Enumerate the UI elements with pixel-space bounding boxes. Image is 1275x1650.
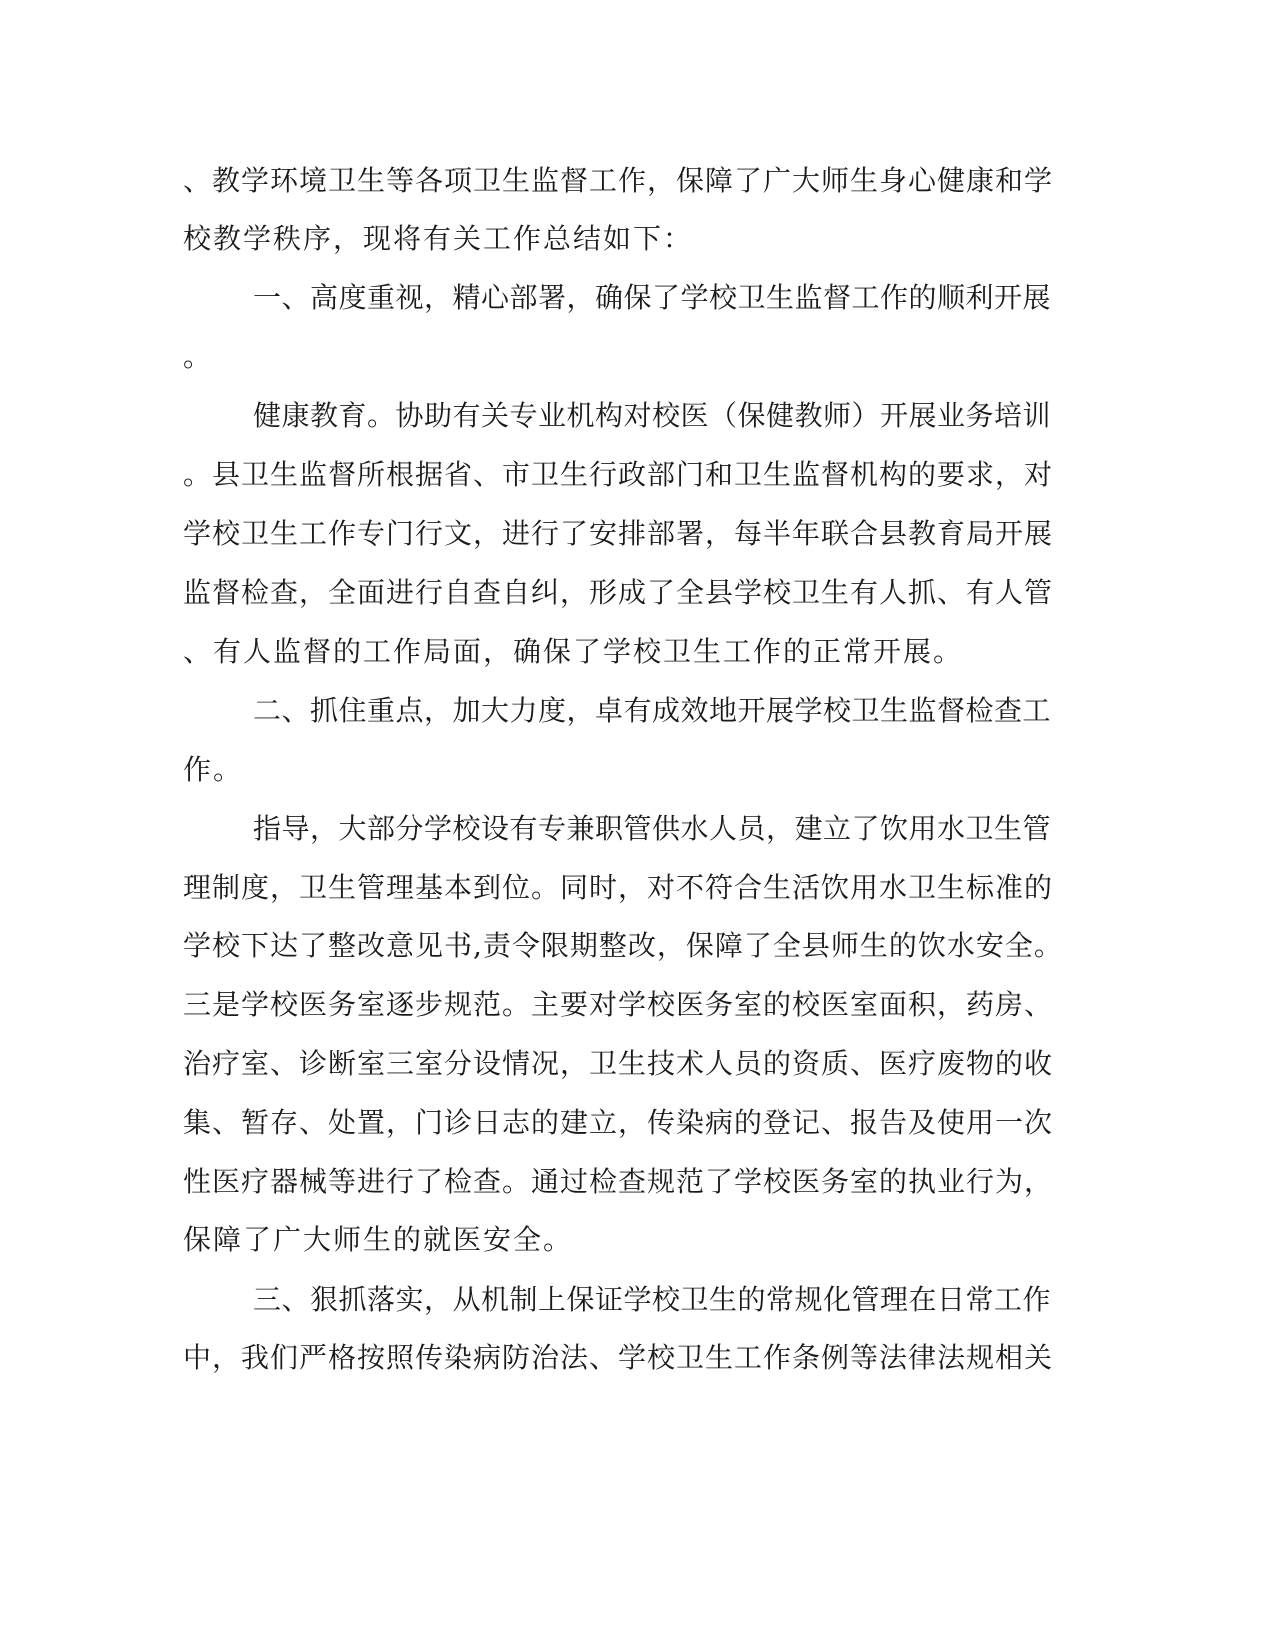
- text-line: 健康教育。协助有关专业机构对校医（保健教师）开展业务培训: [253, 399, 1052, 432]
- section-heading: 一、高度重视，精心部署，确保了学校卫生监督工作的顺利开展: [253, 281, 1052, 314]
- text-line: 、教学环境卫生等各项卫生监督工作，保障了广大师生身心健康和学: [183, 164, 1054, 197]
- text-line: 保障了广大师生的就医安全。: [183, 1223, 574, 1256]
- text-line: 。: [183, 340, 214, 373]
- section-heading: 二、抓住重点，加大力度，卓有成效地开展学校卫生监督检查工: [253, 694, 1052, 727]
- text-line: 指导，大部分学校设有专兼职管供水人员，建立了饮用水卫生管: [253, 812, 1052, 845]
- text-line: 作。: [183, 753, 244, 786]
- text-line: 学校卫生工作专门行文，进行了安排部署，每半年联合县教育局开展: [183, 517, 1054, 550]
- text-line: 校教学秩序，现将有关工作总结如下：: [183, 222, 694, 255]
- text-line: 学校下达了整改意见书,责令限期整改，保障了全县师生的饮水安全。: [183, 929, 1063, 962]
- text-line: 三是学校医务室逐步规范。主要对学校医务室的校医室面积，药房、: [183, 988, 1054, 1021]
- text-line: 。县卫生监督所根据省、市卫生行政部门和卫生监督机构的要求，对: [183, 458, 1054, 491]
- text-line: 中，我们严格按照传染病防治法、学校卫生工作条例等法律法规相关: [183, 1341, 1054, 1374]
- section-heading: 三、狠抓落实，从机制上保证学校卫生的常规化管理在日常工作: [253, 1283, 1052, 1316]
- text-line: 、有人监督的工作局面，确保了学校卫生工作的正常开展。: [183, 635, 964, 668]
- text-line: 理制度，卫生管理基本到位。同时，对不符合生活饮用水卫生标准的: [183, 871, 1054, 904]
- text-line: 集、暂存、处置，门诊日志的建立，传染病的登记、报告及使用一次: [183, 1106, 1054, 1139]
- text-line: 性医疗器械等进行了检查。通过检查规范了学校医务室的执业行为，: [183, 1165, 1054, 1198]
- text-line: 监督检查，全面进行自查自纠，形成了全县学校卫生有人抓、有人管: [183, 576, 1054, 609]
- text-line: 治疗室、诊断室三室分设情况，卫生技术人员的资质、医疗废物的收: [183, 1047, 1054, 1080]
